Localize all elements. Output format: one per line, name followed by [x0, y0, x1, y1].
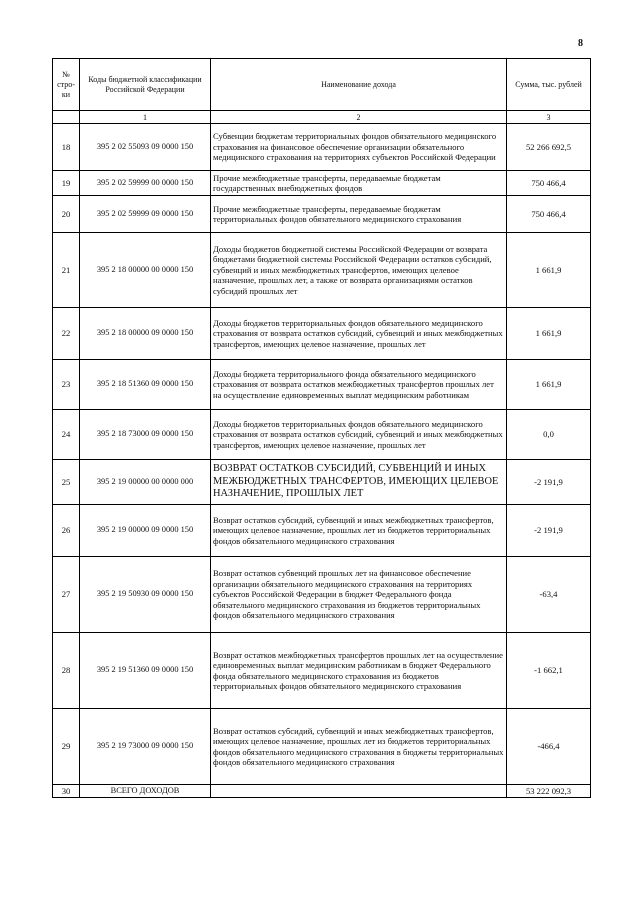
table-row	[53, 360, 591, 410]
budget-code: 395 2 19 73000 09 0000 150	[80, 709, 211, 785]
page-number: 8	[578, 38, 583, 49]
amount: 1 661,9	[507, 308, 591, 360]
amount: -63,4	[507, 557, 591, 633]
amount: -2 191,9	[507, 505, 591, 557]
table-row	[53, 557, 591, 633]
budget-code: 395 2 02 59999 09 0000 150	[80, 196, 211, 233]
row-number: 22	[53, 308, 80, 360]
column-number-1: 1	[80, 111, 211, 124]
table-row	[53, 505, 591, 557]
amount: -466,4	[507, 709, 591, 785]
budget-code: 395 2 19 00000 00 0000 000	[80, 460, 211, 505]
total-amount: 53 222 092,3	[507, 785, 591, 798]
header-row-number: № стро-ки	[53, 59, 80, 111]
table-row	[53, 308, 591, 360]
revenue-name: Прочие межбюджетные трансферты, передаваемые бюджетам государственных внебюджетных фондов	[211, 171, 507, 196]
table-row	[53, 196, 591, 233]
header-amount: Сумма, тыс. рублей	[507, 59, 591, 111]
table-row	[53, 709, 591, 785]
amount: 750 466,4	[507, 196, 591, 233]
amount: -2 191,9	[507, 460, 591, 505]
amount: 0,0	[507, 410, 591, 460]
column-number-3: 3	[507, 111, 591, 124]
table-row	[53, 460, 591, 505]
amount: 750 466,4	[507, 171, 591, 196]
budget-code: 395 2 18 51360 09 0000 150	[80, 360, 211, 410]
row-number: 18	[53, 124, 80, 171]
budget-code: 395 2 19 50930 09 0000 150	[80, 557, 211, 633]
revenue-name: Субвенции бюджетам территориальных фондов обязательного медицинского страхования на финансовое обеспечение организации обязательного медицинского страхования на территориях субъектов Российской Федерации	[211, 124, 507, 171]
header-row	[53, 59, 591, 111]
row-number: 28	[53, 633, 80, 709]
budget-code: 395 2 18 00000 00 0000 150	[80, 233, 211, 308]
budget-code: 395 2 18 00000 09 0000 150	[80, 308, 211, 360]
amount: -1 662,1	[507, 633, 591, 709]
table-row	[53, 124, 591, 171]
row-number: 26	[53, 505, 80, 557]
revenue-name: ВОЗВРАТ ОСТАТКОВ СУБСИДИЙ, СУБВЕНЦИЙ И ИНЫХ МЕЖБЮДЖЕТНЫХ ТРАНСФЕРТОВ, ИМЕЮЩИХ ЦЕЛЕВОЕ НАЗНАЧЕНИЕ, ПРОШЛЫХ ЛЕТ	[211, 460, 507, 505]
total-name-blank	[211, 785, 507, 798]
budget-code: 395 2 18 73000 09 0000 150	[80, 410, 211, 460]
row-number: 24	[53, 410, 80, 460]
revenue-name: Возврат остатков межбюджетных трансфертов прошлых лет на осуществление единовременных выплат медицинским работникам в бюджет Федерального фонда обязательного медицинского страхования из бюджетов территориальных фондов обязательного медицинского страхования	[211, 633, 507, 709]
row-number: 29	[53, 709, 80, 785]
amount: 1 661,9	[507, 360, 591, 410]
row-number: 25	[53, 460, 80, 505]
row-number: 23	[53, 360, 80, 410]
total-row	[53, 785, 591, 798]
revenue-name: Доходы бюджетов территориальных фондов обязательного медицинского страхования от возврата остатков субсидий, субвенций и иных межбюджетных трансфертов, имеющих целевое назначение, прошлых лет	[211, 308, 507, 360]
total-label: ВСЕГО ДОХОДОВ	[80, 785, 211, 798]
row-number: 20	[53, 196, 80, 233]
row-number: 27	[53, 557, 80, 633]
revenue-name: Доходы бюджетов территориальных фондов обязательного медицинского страхования от возврата остатков субсидий, субвенций и иных межбюджетных трансфертов, имеющих целевое назначение, прошлых лет	[211, 410, 507, 460]
budget-code: 395 2 19 51360 09 0000 150	[80, 633, 211, 709]
budget-code: 395 2 02 59999 00 0000 150	[80, 171, 211, 196]
row-number: 21	[53, 233, 80, 308]
column-number-2: 2	[211, 111, 507, 124]
table-row	[53, 233, 591, 308]
revenue-name: Возврат остатков субсидий, субвенций и иных межбюджетных трансфертов, имеющих целевое назначение, прошлых лет из бюджетов территориальных фондов обязательного медицинского страхования	[211, 505, 507, 557]
row-number: 19	[53, 171, 80, 196]
column-number-blank	[53, 111, 80, 124]
revenue-name: Возврат остатков субвенций прошлых лет на финансовое обеспечение организации обязательного медицинского страхования на территориях субъектов Российской Федерации в бюджет Федерального фонда обязательного медицинского страхования из бюджетов территориальных фондов обязательного медицинского страхования	[211, 557, 507, 633]
revenue-name: Доходы бюджетов бюджетной системы Российской Федерации от возврата бюджетами бюджетной системы Российской Федерации остатков субсидий, субвенций и иных межбюджетных трансфертов, имеющих целевое назначение, прошлых лет, а также от возврата организациями остатков субсидий прошлых лет	[211, 233, 507, 308]
budget-code: 395 2 02 55093 09 0000 150	[80, 124, 211, 171]
header-budget-code: Коды бюджетной классификации Российской Федерации	[80, 59, 211, 111]
table-row	[53, 410, 591, 460]
table-row	[53, 633, 591, 709]
column-number-row	[53, 111, 591, 124]
total-row-number: 30	[53, 785, 80, 798]
revenue-name: Возврат остатков субсидий, субвенций и иных межбюджетных трансфертов, имеющих целевое назначение, прошлых лет из бюджетов территориальных фондов обязательного медицинского страхования в бюджеты территориальных фондов обязательного медицинского страхования	[211, 709, 507, 785]
header-revenue-name: Наименование дохода	[211, 59, 507, 111]
revenue-name: Прочие межбюджетные трансферты, передаваемые бюджетам территориальных фондов обязательного медицинского страхования	[211, 196, 507, 233]
revenue-name: Доходы бюджета территориального фонда обязательного медицинского страхования от возврата остатков межбюджетных трансфертов прошлых лет на осуществление единовременных выплат медицинским работникам	[211, 360, 507, 410]
amount: 52 266 692,5	[507, 124, 591, 171]
budget-code: 395 2 19 00000 09 0000 150	[80, 505, 211, 557]
revenue-table	[52, 58, 591, 798]
table-row	[53, 171, 591, 196]
amount: 1 661,9	[507, 233, 591, 308]
